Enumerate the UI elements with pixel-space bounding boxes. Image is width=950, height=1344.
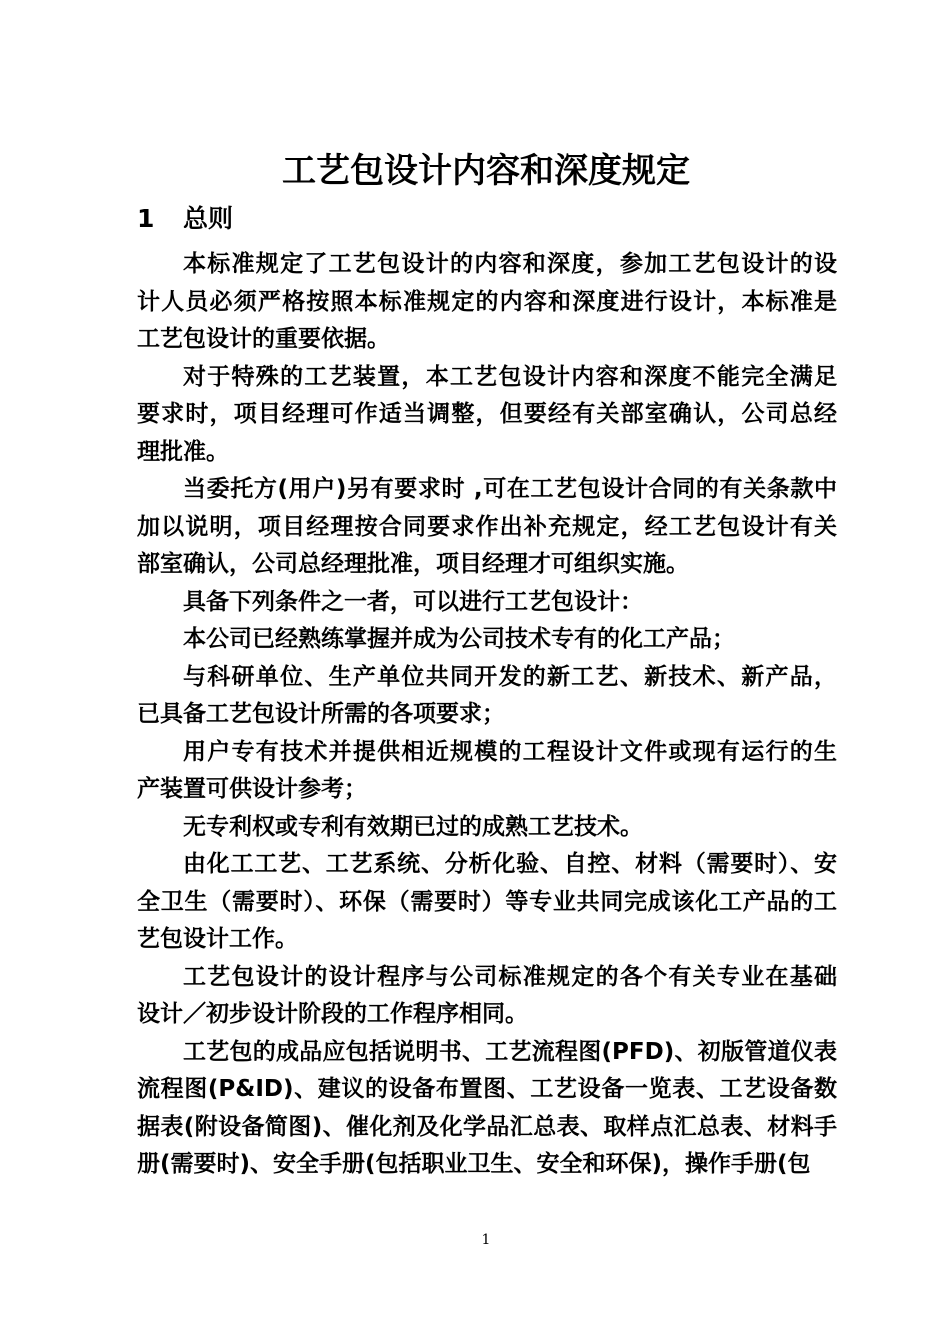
paragraph-line: 要求时，项目经理可作适当调整，但要经有关部室确认，公司总经 [137,401,837,427]
paragraph [137,359,837,472]
paragraph-line: 本标准规定了工艺包设计的内容和深度，参加工艺包设计的设 [183,251,837,277]
paragraph-line: 部室确认，公司总经理批准，项目经理才可组织实施。 [137,551,689,577]
paragraph [137,959,837,1034]
paragraph-line: 由化工工艺、工艺系统、分析化验、自控、材料（需要时）、安 [183,851,837,877]
paragraph-line: 工艺包设计的设计程序与公司标准规定的各个有关专业在基础 [183,963,837,990]
paragraph [137,846,837,959]
paragraph [137,246,837,359]
paragraph-line: 理批准。 [137,438,229,465]
paragraph-line: 设计／初步设计阶段的工作程序相同。 [137,1001,528,1027]
document-title: 工艺包设计内容和深度规定 [282,151,690,191]
paragraph-line: 无专利权或专利有效期已过的成熟工艺技术。 [183,813,643,840]
document-body [137,246,837,1184]
paragraph-line: 据表(附设备简图)、催化剂及化学品汇总表、取样点汇总表、材料手 [137,1113,837,1140]
section-number: 1 [137,204,155,233]
paragraph [137,584,837,622]
paragraph [137,659,837,734]
paragraph-line: 对于特殊的工艺装置，本工艺包设计内容和深度不能完全满足 [183,363,837,390]
section-title: 总则 [183,204,234,233]
paragraph [137,734,837,809]
paragraph [137,621,837,659]
paragraph-line: 用户专有技术并提供相近规模的工程设计文件或现有运行的生 [183,738,837,765]
section-heading [137,197,233,241]
paragraph-line: 具备下列条件之一者，可以进行工艺包设计： [183,588,643,615]
paragraph-line: 加以说明，项目经理按合同要求作出补充规定，经工艺包设计有关 [137,513,837,540]
page-number: 1 [481,1232,491,1248]
paragraph-line: 当委托方(用户)另有要求时 ,可在工艺包设计合同的有关条款中 [183,476,837,502]
paragraph [137,1034,837,1184]
paragraph-line: 本公司已经熟练掌握并成为公司技术专有的化工产品； [183,626,735,652]
paragraph [137,471,837,584]
paragraph-line: 册(需要时)、安全手册(包括职业卫生、安全和环保)，操作手册(包 [137,1151,811,1177]
paragraph-line: 与科研单位、生产单位共同开发的新工艺、新技术、新产品， [183,663,837,690]
paragraph-line: 产装置可供设计参考； [137,776,367,802]
paragraph-line: 计人员必须严格按照本标准规定的内容和深度进行设计，本标准是 [137,288,837,315]
paragraph-line: 工艺包的成品应包括说明书、工艺流程图(PFD)、初版管道仪表 [183,1038,837,1065]
paragraph-line: 工艺包设计的重要依据。 [137,326,390,352]
paragraph-line: 艺包设计工作。 [137,926,298,952]
paragraph-line: 流程图(P&ID)、建议的设备布置图、工艺设备一览表、工艺设备数 [137,1076,837,1102]
paragraph-line: 已具备工艺包设计所需的各项要求； [137,701,505,727]
paragraph-line: 全卫生（需要时）、环保（需要时）等专业共同完成该化工产品的工 [137,888,837,915]
paragraph [137,809,837,847]
